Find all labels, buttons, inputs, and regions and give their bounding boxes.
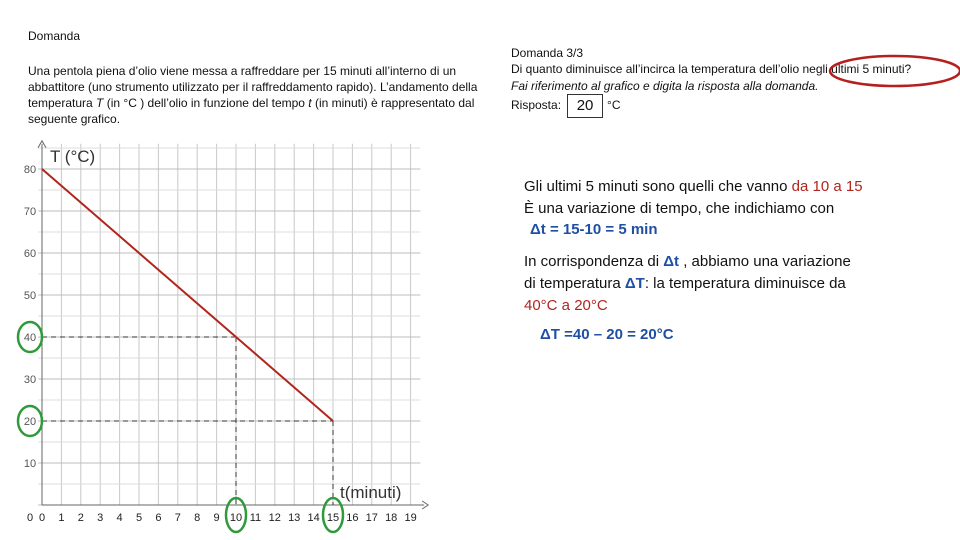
chart-grid — [38, 141, 428, 509]
explanation-line-1 — [524, 176, 863, 198]
explanation-line-5-c: : la temperatura diminuisce da — [644, 275, 846, 292]
question-text-part1: Una pentola piena d’olio viene messa a raffreddare per 15 minuti all’interno di un abbattitore (uno strumento utilizzato per il raffreddamento rapido). L’andamento della temperatura — [28, 64, 478, 110]
answer-unit: °C — [607, 98, 621, 113]
explanation-line-4-b: Δt — [663, 253, 680, 270]
question-text-part2: (in °C ) dell’olio in funzione del tempo — [103, 96, 309, 110]
question-var-T: T — [96, 96, 104, 110]
explanation-line-4-c: , abbiamo una variazione — [679, 253, 851, 270]
x-tick-label: 7 — [174, 512, 181, 524]
explanation-line-5 — [524, 273, 846, 295]
x-tick-label: 14 — [307, 512, 320, 524]
question-title: Domanda — [28, 29, 81, 43]
x-tick-label: 17 — [365, 512, 378, 524]
x-tick-label: 10 — [229, 512, 243, 524]
x-tick-label: 8 — [194, 512, 201, 524]
x-tick-label: 18 — [385, 512, 398, 524]
chart-ticks — [24, 164, 417, 524]
y-tick-label: 50 — [23, 290, 37, 302]
question-3-title: Domanda 3/3 — [511, 46, 584, 60]
x-tick-label: 5 — [135, 512, 143, 524]
x-tick-label: 13 — [288, 512, 301, 524]
y-tick-label: 10 — [23, 458, 37, 470]
origin-label: 0 — [26, 512, 34, 524]
x-tick-label: 4 — [116, 512, 123, 524]
x-axis-label: t(minuti) — [340, 483, 402, 502]
x-tick-label: 9 — [213, 512, 220, 524]
explanation-delta-T: ΔT =40 – 20 = 20°C — [540, 326, 674, 343]
x-tick-label: 6 — [155, 512, 162, 524]
explanation-delta-t: Δt = 15-10 = 5 min — [530, 221, 658, 238]
answer-input[interactable]: 20 — [567, 94, 603, 118]
y-tick-label: 30 — [23, 374, 37, 386]
answer-row — [511, 94, 621, 118]
explanation-line-6: 40°C a 20°C — [524, 297, 608, 314]
x-tick-label: 0 — [38, 512, 46, 524]
explanation-line-5-b: ΔT — [624, 275, 645, 292]
y-tick-label: 80 — [23, 164, 37, 176]
question-text — [28, 63, 498, 127]
explanation-line-1-b: da 10 a 15 — [791, 178, 863, 195]
x-tick-label: 1 — [58, 512, 65, 524]
x-tick-label: 12 — [268, 512, 281, 524]
y-tick-label: 60 — [23, 248, 37, 260]
question-3-hint: Fai riferimento al grafico e digita la risposta alla domanda. — [511, 79, 819, 93]
y-axis-label: T (°C) — [50, 147, 96, 166]
y-tick-label: 20 — [23, 416, 37, 428]
question-var-t: t — [308, 96, 312, 110]
y-tick-label: 40 — [23, 332, 37, 344]
explanation-line-4-a: In corrispondenza di — [524, 253, 664, 270]
answer-label: Risposta: — [511, 98, 562, 113]
question-text-part3: (in minuti) è rappresentato dal seguente grafico. — [28, 96, 475, 126]
question-3-text-highlight: negli ultimi 5 minuti? — [799, 62, 912, 76]
x-tick-label: 2 — [77, 512, 84, 524]
x-tick-label: 11 — [249, 512, 262, 524]
question-3-text-main: Di quanto diminuisce all’incirca la temperatura dell’olio — [511, 62, 800, 76]
x-tick-label: 3 — [97, 512, 104, 524]
explanation-line-1-a: Gli ultimi 5 minuti sono quelli che vanno — [524, 178, 792, 195]
explanation-line-4 — [524, 251, 851, 273]
highlight-oval — [826, 52, 960, 92]
y-tick-label: 70 — [23, 206, 37, 218]
x-tick-label: 16 — [346, 512, 359, 524]
explanation-line-5-a: di temperatura — [524, 275, 625, 292]
x-tick-label: 19 — [404, 512, 417, 524]
temperature-chart — [0, 135, 440, 535]
x-tick-label: 15 — [326, 512, 340, 524]
explanation-line-2: È una variazione di tempo, che indichiamo con — [524, 200, 835, 217]
